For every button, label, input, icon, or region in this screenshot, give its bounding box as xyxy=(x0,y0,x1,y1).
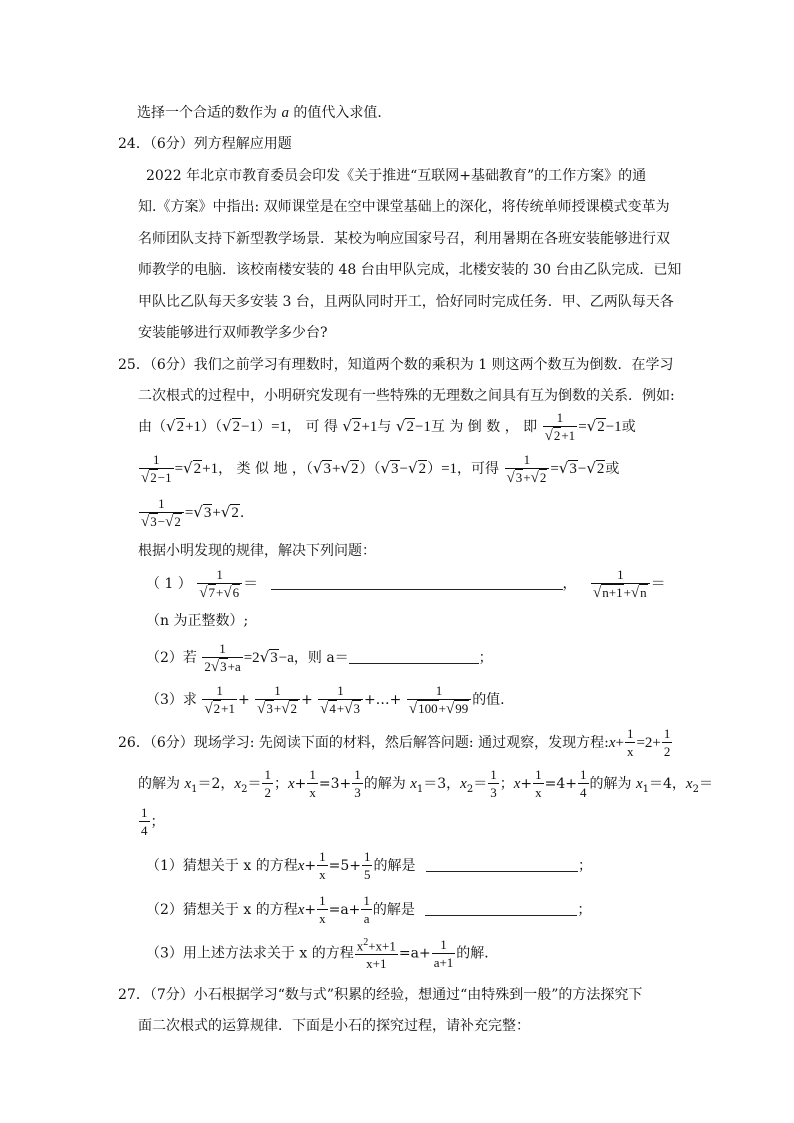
q26-header: 26．（6分）现场学习: 先阅读下面的材料，然后解答问题: 通过观察，发现方程:x+ $\frac{1}{x}$ =2+ $\frac{1}{2}$ xyxy=(118,726,671,759)
q25-rule-text: 根据小明发现的规律，解决下列问题： xyxy=(138,543,376,559)
q25-sub3: （3）求 $\frac{1}{√2+1}$ + $\frac{1}{√3+√2}$ + $\frac{1}{√4+√3}$ +…+ $\frac{1}{√100+√99}$ 的值. xyxy=(146,683,505,717)
q24-line: 知.《方案》中指出: 双师课堂是在空中课堂基础上的深化，将传统单师授课模式变革为 xyxy=(138,199,670,215)
q24-line: 安装能够进行双师教学多少台? xyxy=(138,325,328,341)
q24-title: 列方程解应用题 xyxy=(193,136,292,152)
q25-example-line1: 由（√2+1）（√2−1）=1， 可 得 √2+1与 √2−1互 为 倒 数 ， 即 $\frac{1}{√2+1}$ =√2−1或 xyxy=(138,410,636,444)
q25-sub3-end: 的值. xyxy=(472,692,505,708)
q24-line: 师教学的电脑．该校南楼安装的 48 台由甲队完成，北楼安装的 30 台由乙队完成．已知 xyxy=(138,262,682,278)
q27-header xyxy=(118,985,642,1005)
q25-header xyxy=(118,355,674,375)
q26-sub2-end: 的解是 xyxy=(372,902,415,918)
q26-lead: 现场学习: 先阅读下面的材料，然后解答问题: 通过观察，发现方程: xyxy=(193,735,609,751)
q25-sub2-label: （2）若 xyxy=(146,650,197,666)
q27-number: 27． xyxy=(118,987,150,1003)
q26-sub1-label: （1）猜想关于 x 的方程 xyxy=(146,858,298,874)
answer-blank[interactable] xyxy=(271,575,563,590)
q24-score: （6分） xyxy=(149,136,194,152)
q25-line1: 我们之前学习有理数时，知道两个数的乘积为 1 则这两个数互为倒数．在学习 xyxy=(193,357,674,373)
q27-line2: 面二次根式的运算规律．下面是小石的探究过程，请补充完整： xyxy=(138,1018,530,1034)
q24-number: 24． xyxy=(118,136,150,152)
answer-blank[interactable] xyxy=(425,901,577,916)
intro-line: 选择一个合适的数作为 a 的值代入求值． xyxy=(137,105,392,121)
q26-sub3: （3）用上述方法求关于 x 的方程 $\frac{x^2+x+1}{x+1}$ =a+ $\frac{1}{a+1}$ 的解． xyxy=(146,936,499,972)
q26-score: （6分） xyxy=(149,735,194,751)
q26-material: 的解为 $x_1=2$，$x_2=$ $\frac{1}{2}$ ；x+ $\frac{1}{x}$ =3+ $\frac{1}{3}$ 的解为 $x_1=3$，$x_2=$ $\frac{1}{3}$ ；x+ $\frac{1}{x}$ =4+ $\frac{1}{4}$ 的解为 $x_1=4$，$x_2=$ xyxy=(138,767,713,800)
q25-example-line3: $\frac{1}{√3-√2}$ =√3+√2. xyxy=(141,496,245,530)
answer-blank[interactable] xyxy=(426,857,578,872)
q26-sub3-label: （3）用上述方法求关于 x 的方程 xyxy=(146,945,354,962)
q27-line1: 小石根据学习“数与式”积累的经验，想通过“由特殊到一般”的方法探究下 xyxy=(193,987,643,1003)
q24-line: 2022 年北京市教育委员会印发《关于推进“互联网+基础教育”的工作方案》的通 xyxy=(146,168,647,184)
q25-sub3-label: （3）求 xyxy=(146,692,197,708)
q25-example-line2: $\frac{1}{√2-1}$ =√2+1， 类 似 地 ，（√3+√2）（√3−√2）=1，可得 $\frac{1}{√3+√2}$ =√3−√2或 xyxy=(141,452,620,486)
q25-sub1-note: （n 为正整数）; xyxy=(146,613,249,629)
q26-sub3-end: 的解． xyxy=(456,945,499,962)
q26-sub2-label: （2）猜想关于 x 的方程 xyxy=(146,902,298,918)
q25-score: （6分） xyxy=(149,357,194,373)
q25-line2: 二次根式的过程中，小明研究发现有一些特殊的无理数之间具有互为倒数的关系．例如: xyxy=(138,388,675,404)
q26-sub1-end: 的解是 xyxy=(373,858,416,874)
q26-number: 26． xyxy=(118,735,150,751)
q27-score: （7分） xyxy=(149,987,194,1003)
q25-sub2: （2）若 $\frac{1}{2√3+a}$ =2√3−a，则 a＝ ； xyxy=(146,641,493,675)
q24-header xyxy=(118,134,292,154)
answer-blank[interactable] xyxy=(349,649,479,664)
q24-line: 甲队比乙队每天多安装 3 台，且两队同时开工，恰好同时完成任务．甲、乙两队每天各 xyxy=(138,294,674,310)
q26-sub1: （1）猜想关于 x 的方程x+ $\frac{1}{x}$ =5+ $\frac{1}{5}$ 的解是 ； xyxy=(146,849,592,882)
q25-number: 25． xyxy=(118,357,150,373)
q25-sub1: （ 1 ） $\frac{1}{√7+√6}$ ＝ ， $\frac{1}{√n+1+√n}$ ＝ xyxy=(146,567,666,601)
q26-material-end: $\frac{1}{4}$ ； xyxy=(141,805,165,838)
q25-sub2-mid: ，则 a＝ xyxy=(293,650,349,666)
q24-line: 名师团队支持下新型教学场景．某校为响应国家号召，利用暑期在各班安装能够进行双 xyxy=(138,231,670,247)
q25-sub1-label: （ 1 ） xyxy=(146,576,192,592)
q26-sub2: （2）猜想关于 x 的方程x+ $\frac{1}{x}$ =a+ $\frac{1}{a}$ 的解是 ； xyxy=(146,893,592,926)
